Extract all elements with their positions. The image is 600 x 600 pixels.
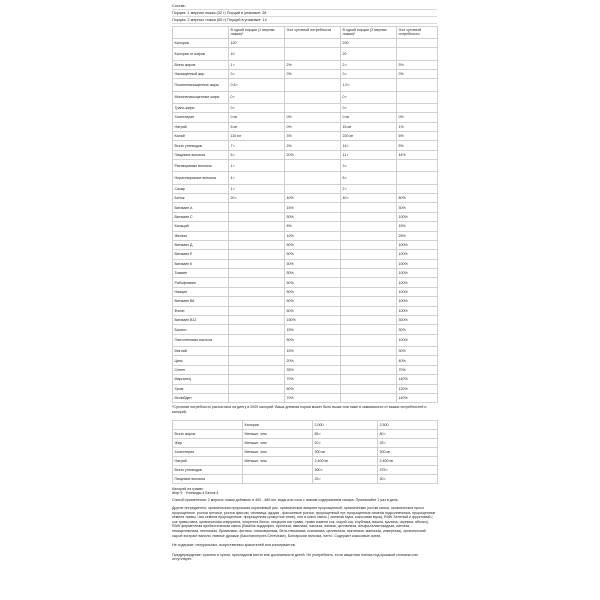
nutrient-value: 300% bbox=[397, 316, 438, 325]
nutrient-name: Витамин Д bbox=[173, 240, 229, 249]
daily-value-cell: Всего углеводов bbox=[173, 465, 243, 474]
nutrient-value: 0 г bbox=[229, 91, 285, 103]
nutrient-value: 100% bbox=[397, 240, 438, 249]
nutrient-name: Белок bbox=[173, 193, 229, 202]
nutrient-value: 15% bbox=[285, 203, 341, 212]
nutrient-value: 100% bbox=[397, 278, 438, 287]
nutrient-value: 100% bbox=[397, 250, 438, 259]
nutrient-value: 3 г bbox=[341, 160, 397, 172]
nutrient-value: 50% bbox=[285, 334, 341, 346]
daily-value-row bbox=[173, 465, 438, 474]
nutrition-row bbox=[173, 150, 438, 159]
nutrient-value bbox=[397, 79, 438, 91]
nutrient-value: 5 мг bbox=[229, 122, 285, 131]
nutrient-name: Холестерин bbox=[173, 113, 229, 122]
daily-value-cell: Всего жиров bbox=[173, 429, 243, 438]
nutrient-value: 80% bbox=[397, 193, 438, 202]
nutrient-value bbox=[341, 325, 397, 334]
nutrient-value: 2 г bbox=[341, 184, 397, 193]
composition-line: Состав: bbox=[172, 3, 437, 10]
nutrient-value: 70% bbox=[285, 375, 341, 384]
daily-value-cell bbox=[243, 465, 313, 474]
nutrient-value bbox=[229, 297, 285, 306]
nutrition-header-row bbox=[173, 27, 438, 39]
nutrient-value bbox=[229, 259, 285, 268]
nutrient-value: 0% bbox=[285, 113, 341, 122]
nutrient-value: 100% bbox=[397, 287, 438, 296]
label-document bbox=[172, 3, 437, 562]
nutrition-row bbox=[173, 393, 438, 402]
daily-value-row bbox=[173, 438, 438, 447]
daily-value-row bbox=[173, 429, 438, 438]
daily-value-cell: 20 г bbox=[313, 438, 378, 447]
daily-value-cell: 2,400 мг bbox=[313, 456, 378, 465]
nutrient-name: Тиамин bbox=[173, 269, 229, 278]
nutrition-row bbox=[173, 103, 438, 112]
nutrition-row bbox=[173, 250, 438, 259]
nutrient-value bbox=[285, 172, 341, 184]
nutrient-value bbox=[285, 160, 341, 172]
nutrition-row bbox=[173, 113, 438, 122]
nutrition-row bbox=[173, 375, 438, 384]
nutrient-value bbox=[341, 240, 397, 249]
nutrient-value bbox=[397, 39, 438, 48]
nutrient-value: 140% bbox=[397, 393, 438, 402]
nutrient-value: 8% bbox=[285, 222, 341, 231]
nutrition-row bbox=[173, 203, 438, 212]
nutrient-value: 40% bbox=[285, 193, 341, 202]
nutrient-value bbox=[397, 184, 438, 193]
nutrient-value: 10 bbox=[229, 48, 285, 60]
nutrient-value: 40 г bbox=[341, 193, 397, 202]
nutrient-value: 0 г bbox=[229, 103, 285, 112]
nutrition-row bbox=[173, 306, 438, 315]
nutrient-name: Молибден bbox=[173, 393, 229, 402]
nutrient-name: Насыщенный жир bbox=[173, 70, 229, 79]
nutrient-value: 25% bbox=[397, 231, 438, 240]
calories-per-gram-values: Жир 9 · Углеводы 4 Белок 4 bbox=[172, 491, 219, 496]
nutrient-name: Витамин В12 bbox=[173, 316, 229, 325]
daily-value-cell: 2,400 мг bbox=[378, 456, 438, 465]
nutrient-value bbox=[229, 384, 285, 393]
nutrient-value bbox=[341, 212, 397, 221]
nutrient-value bbox=[229, 278, 285, 287]
nutrient-value: 15 мг bbox=[341, 122, 397, 131]
daily-value-cell: Холестерин bbox=[173, 447, 243, 456]
nutrient-value: 0 г bbox=[341, 91, 397, 103]
daily-value-cell: Меньше, чем bbox=[243, 447, 313, 456]
nutrient-name: Растворимые волокна bbox=[173, 160, 229, 172]
daily-value-cell: Меньше, чем bbox=[243, 456, 313, 465]
nutrition-row bbox=[173, 316, 438, 325]
nutrient-value bbox=[229, 334, 285, 346]
daily-value-cell: 300 г bbox=[313, 465, 378, 474]
daily-value-cell: 80 г bbox=[378, 429, 438, 438]
nutrient-value: 0 мг bbox=[341, 113, 397, 122]
warning-paragraph: Предупреждение: хранить в сухом, прохладном месте вне досягаемости детей. Не употреблять, если защитная пленка под крышкой сломана или отсутствует. bbox=[172, 552, 418, 562]
nutrient-value bbox=[341, 375, 397, 384]
nutrition-row bbox=[173, 70, 438, 79]
nutrient-value: 110 мг bbox=[229, 132, 285, 141]
nutrient-value bbox=[285, 91, 341, 103]
daily-value-cell: Калории bbox=[243, 420, 313, 429]
nutrient-value: 0% bbox=[285, 122, 341, 131]
nutrient-value bbox=[285, 184, 341, 193]
nutrition-header-cell: В одной порции (1 мерная ложка)* bbox=[229, 27, 285, 39]
nutrition-row bbox=[173, 39, 438, 48]
nutrient-value: 50% bbox=[285, 259, 341, 268]
nutrition-row bbox=[173, 231, 438, 240]
nutrition-row bbox=[173, 297, 438, 306]
nutrition-row bbox=[173, 60, 438, 69]
nutrient-value: 50% bbox=[285, 212, 341, 221]
nutrient-name: Рибофлавин bbox=[173, 278, 229, 287]
nutrient-value bbox=[341, 269, 397, 278]
nutrient-value bbox=[341, 334, 397, 346]
nutrient-value: 50% bbox=[285, 306, 341, 315]
nutrient-value bbox=[341, 222, 397, 231]
nutrient-value: 230 bbox=[341, 39, 397, 48]
nutrition-header-cell: В одной порции (2 мерных ложки)* bbox=[341, 27, 397, 39]
nutrient-value bbox=[229, 250, 285, 259]
nutrient-value: 15% bbox=[397, 222, 438, 231]
nutrient-name: Всего углеводов bbox=[173, 141, 229, 150]
nutrient-value: 0 г bbox=[229, 70, 285, 79]
nutrient-value bbox=[229, 316, 285, 325]
nutrient-value: 0 г bbox=[341, 103, 397, 112]
nutrient-value bbox=[285, 103, 341, 112]
nutrient-value bbox=[341, 297, 397, 306]
nutrition-row bbox=[173, 91, 438, 103]
nutrient-name: Всего жиров bbox=[173, 60, 229, 69]
nutrient-value: 100% bbox=[397, 297, 438, 306]
nutrient-value: 30% bbox=[397, 325, 438, 334]
nutrient-value bbox=[341, 231, 397, 240]
nutrient-value: 6% bbox=[397, 132, 438, 141]
nutrient-value: 100% bbox=[397, 306, 438, 315]
nutrient-value bbox=[341, 346, 397, 355]
calories-per-gram bbox=[172, 487, 437, 496]
nutrition-row bbox=[173, 259, 438, 268]
nutrient-value: 20 bbox=[341, 48, 397, 60]
nutrient-value bbox=[397, 160, 438, 172]
nutrient-value: 1% bbox=[397, 122, 438, 131]
nutrient-name: Калории от жиров bbox=[173, 48, 229, 60]
nutrient-value bbox=[285, 48, 341, 60]
no-additives-paragraph: Не содержит: натуральных, искусственных красителей или консервантов. bbox=[172, 543, 296, 548]
serving-size-2: Порция: 2 мерных ложки (65 г) Порций в упаковке: 14 bbox=[172, 17, 437, 24]
daily-value-cell: Пищевые волокна bbox=[173, 474, 243, 483]
nutrient-value: 100% bbox=[397, 212, 438, 221]
nutrition-table bbox=[172, 26, 438, 403]
nutrient-name: Витамин К bbox=[173, 259, 229, 268]
nutrition-row bbox=[173, 269, 438, 278]
nutrient-value bbox=[229, 365, 285, 374]
nutrient-name: Витамин В6 bbox=[173, 297, 229, 306]
daily-value-cell: 30 г bbox=[378, 474, 438, 483]
nutrition-header-cell: %от суточной потребности bbox=[285, 27, 341, 39]
nutrition-row bbox=[173, 193, 438, 202]
nutrient-name: Натрий bbox=[173, 122, 229, 131]
nutrient-value: 50% bbox=[285, 278, 341, 287]
nutrient-name: Пантотеновая кислота bbox=[173, 334, 229, 346]
nutrient-value bbox=[397, 172, 438, 184]
nutrient-value bbox=[341, 393, 397, 402]
nutrient-value: 0% bbox=[397, 113, 438, 122]
nutrient-value bbox=[341, 250, 397, 259]
daily-value-cell: 25 г bbox=[313, 474, 378, 483]
nutrient-value: 1 г bbox=[229, 60, 285, 69]
nutrient-value: 50% bbox=[285, 297, 341, 306]
nutrient-value: 15% bbox=[285, 346, 341, 355]
nutrient-value: 0% bbox=[285, 70, 341, 79]
nutrient-value: 30% bbox=[397, 203, 438, 212]
nutrient-value: 20 г bbox=[229, 193, 285, 202]
nutrient-name: Мононенасыщенные жиры bbox=[173, 91, 229, 103]
nutrient-name: Витамин С bbox=[173, 212, 229, 221]
daily-value-cell: Меньше, чем bbox=[243, 429, 313, 438]
nutrient-name: Фолат bbox=[173, 306, 229, 315]
nutrient-value bbox=[229, 240, 285, 249]
nutrition-row bbox=[173, 160, 438, 172]
nutrient-value: 100% bbox=[397, 269, 438, 278]
nutrient-value bbox=[397, 103, 438, 112]
nutrition-row bbox=[173, 141, 438, 150]
nutrient-value: 8 г bbox=[341, 172, 397, 184]
daily-value-cell: 375 г bbox=[378, 465, 438, 474]
nutrient-value bbox=[229, 231, 285, 240]
nutrition-row bbox=[173, 346, 438, 355]
nutrient-value: 60% bbox=[285, 384, 341, 393]
nutrient-value bbox=[341, 306, 397, 315]
daily-value-cell bbox=[243, 474, 313, 483]
nutrient-value bbox=[229, 325, 285, 334]
nutrient-value: 20% bbox=[285, 356, 341, 365]
nutrition-row bbox=[173, 287, 438, 296]
nutrient-name: Железо bbox=[173, 231, 229, 240]
nutrient-value bbox=[341, 365, 397, 374]
nutrient-value: 7 г bbox=[229, 141, 285, 150]
nutrient-value: 50% bbox=[285, 250, 341, 259]
nutrient-value: 50% bbox=[285, 287, 341, 296]
nutrient-value: 1 г bbox=[229, 160, 285, 172]
nutrient-value: 0% bbox=[397, 70, 438, 79]
nutrient-value bbox=[229, 203, 285, 212]
daily-value-row bbox=[173, 420, 438, 429]
nutrient-value: 50% bbox=[285, 269, 341, 278]
nutrient-value: 5 г bbox=[229, 150, 285, 159]
daily-value-cell: 300 мг bbox=[313, 447, 378, 456]
daily-value-cell bbox=[173, 420, 243, 429]
nutrient-value bbox=[341, 278, 397, 287]
nutrient-value: 20% bbox=[285, 150, 341, 159]
nutrient-name: Полиненасыщенные жиры bbox=[173, 79, 229, 91]
nutrition-row bbox=[173, 334, 438, 346]
nutrient-value: 100% bbox=[397, 334, 438, 346]
nutrition-row bbox=[173, 184, 438, 193]
daily-value-row bbox=[173, 447, 438, 456]
nutrient-value: 70% bbox=[285, 393, 341, 402]
nutrient-value: 3% bbox=[397, 60, 438, 69]
daily-value-cell: Меньше, чем bbox=[243, 438, 313, 447]
nutrient-value: 50% bbox=[285, 240, 341, 249]
nutrient-value: 5% bbox=[397, 141, 438, 150]
nutrient-value bbox=[341, 287, 397, 296]
nutrient-value: 35% bbox=[285, 365, 341, 374]
nutrient-value: 0 г bbox=[341, 70, 397, 79]
nutrient-value bbox=[341, 259, 397, 268]
calories-per-gram-title: Калорий на грамм: bbox=[172, 486, 204, 491]
nutrition-row bbox=[173, 240, 438, 249]
nutrient-value: 2% bbox=[285, 141, 341, 150]
daily-value-cell: 65 г bbox=[313, 429, 378, 438]
nutrition-row bbox=[173, 278, 438, 287]
nutrient-value: 70% bbox=[397, 365, 438, 374]
nutrient-name: Транс-жиры bbox=[173, 103, 229, 112]
nutrition-row bbox=[173, 122, 438, 131]
ingredients-paragraph: Другие ингредиенты: органическая проросшая коричневый рис, органические амарант пророщенный, органические ростки киноа, органическое просо пророщенное, ростки гречихи, ростки фасоли, чечевица, адзуки - фасолевые ростки, пророщенный нут, пророщенные семена подсолнечника, пророщенные семена тыквы, Чиа семена пророщенные, пророщенная кунжутное семя), лен и кокос смесь ( льняная мука, кокосовая мука), RAW Зеленый и фруктовый ( сок травы овса, органическая спирулина, хлорелла белок, люцерна сок травы, трава ячменя сок, сырой сок, клубника, вишня, малина, черника, яблоко), RAW ферментная пробиотическая смесь (Bacillus ацидофил, протеаза, амилаза, лактаза, липаза, целлюлаза, альфа-галактозидаза, лигназа, гемицеллюлаза, пектиназа, бромелаин, фитаза, глюкоамилаза, бета-глюканаза, ксиланаза, целлюлаза, пектиназа, мальтаза, инвертаза), органический сырой экстракт ванили, пивные дрожжи (Saccharomyces Cerevisiae), Болгарская палочка, натто. Содержит кокосовые орехи. bbox=[172, 506, 436, 538]
nutrient-value bbox=[229, 287, 285, 296]
nutrient-value bbox=[397, 48, 438, 60]
daily-value-cell: 300 мг bbox=[378, 447, 438, 456]
nutrient-name: Хром bbox=[173, 384, 229, 393]
nutrient-value bbox=[341, 203, 397, 212]
nutrient-name: Биотин bbox=[173, 325, 229, 334]
nutrient-name: Сахар bbox=[173, 184, 229, 193]
daily-values-table bbox=[172, 420, 438, 484]
nutrition-row bbox=[173, 79, 438, 91]
serving-size-1: Порция: 1 мерная ложка (32 г) Порций в упаковке: 28 bbox=[172, 10, 437, 17]
nutrient-value: 4 г bbox=[229, 172, 285, 184]
nutrient-value bbox=[229, 375, 285, 384]
nutrient-value bbox=[229, 356, 285, 365]
nutrient-name: Витамин А bbox=[173, 203, 229, 212]
nutrient-value: 15% bbox=[285, 325, 341, 334]
nutrient-name: Нерастворимые волокна bbox=[173, 172, 229, 184]
nutrient-value: 3% bbox=[285, 132, 341, 141]
daily-value-cell: 2,500 bbox=[378, 420, 438, 429]
nutrient-value: 1 г bbox=[229, 184, 285, 193]
nutrient-value bbox=[229, 222, 285, 231]
nutrient-value: 14 г bbox=[341, 141, 397, 150]
nutrient-value: 11 г bbox=[341, 150, 397, 159]
nutrient-name: Калории bbox=[173, 39, 229, 48]
nutrition-row bbox=[173, 132, 438, 141]
nutrient-value: 1,5 г bbox=[341, 79, 397, 91]
daily-value-cell: Натрий bbox=[173, 456, 243, 465]
nutrition-header-cell: %от суточной потребности bbox=[397, 27, 438, 39]
nutrient-name: Цинк bbox=[173, 356, 229, 365]
daily-value-footnote: *Суточная потребность рассчитана на диету в 2000 калорий. Ваша дневная норма может быть выше или ниже в зависимости от ваших потребностей и калорий. bbox=[172, 405, 427, 414]
nutrient-value bbox=[229, 346, 285, 355]
nutrient-value bbox=[229, 393, 285, 402]
nutrition-row bbox=[173, 325, 438, 334]
daily-value-row bbox=[173, 456, 438, 465]
nutrition-row bbox=[173, 222, 438, 231]
nutrient-value: 10% bbox=[285, 231, 341, 240]
nutrient-name: Кальций bbox=[173, 222, 229, 231]
nutrient-name: Марганец bbox=[173, 375, 229, 384]
nutrition-header-cell bbox=[173, 27, 229, 39]
nutrient-value bbox=[341, 316, 397, 325]
nutrient-value: 120 bbox=[229, 39, 285, 48]
nutrient-value: 44% bbox=[397, 150, 438, 159]
nutrient-value bbox=[229, 269, 285, 278]
nutrition-row bbox=[173, 365, 438, 374]
nutrient-value bbox=[229, 306, 285, 315]
nutrient-value: 120% bbox=[397, 384, 438, 393]
nutrient-value: 0 мг bbox=[229, 113, 285, 122]
nutrient-value: 30% bbox=[397, 346, 438, 355]
nutrient-name: Селен bbox=[173, 365, 229, 374]
nutrition-row bbox=[173, 48, 438, 60]
nutrient-name: Ниацин bbox=[173, 287, 229, 296]
daily-value-cell: 25 г bbox=[378, 438, 438, 447]
nutrient-value bbox=[285, 79, 341, 91]
nutrient-name: Пищевые волокна bbox=[173, 150, 229, 159]
nutrient-value: 0,5 г bbox=[229, 79, 285, 91]
nutrient-value bbox=[341, 384, 397, 393]
nutrition-row bbox=[173, 212, 438, 221]
usage-paragraph: Способ применения: 2 мерных ложки добавить в 400 - 480 мл. воды или сока с низким содержанием сахара. Принимайте 1 раз в день. bbox=[172, 498, 399, 503]
nutrient-value: 40% bbox=[397, 356, 438, 365]
nutrient-name: Витамин Е bbox=[173, 250, 229, 259]
nutrition-row bbox=[173, 172, 438, 184]
nutrient-name: Калий bbox=[173, 132, 229, 141]
nutrition-row bbox=[173, 384, 438, 393]
nutrient-value: 2 г bbox=[341, 60, 397, 69]
daily-value-row bbox=[173, 474, 438, 483]
daily-value-cell: 2,000 bbox=[313, 420, 378, 429]
nutrition-row bbox=[173, 356, 438, 365]
nutrient-value bbox=[341, 356, 397, 365]
nutrient-value: 140% bbox=[397, 375, 438, 384]
nutrient-value bbox=[229, 212, 285, 221]
nutrient-value: 100% bbox=[397, 259, 438, 268]
nutrient-value bbox=[397, 91, 438, 103]
nutrient-value: 2% bbox=[285, 60, 341, 69]
nutrient-name: Магний bbox=[173, 346, 229, 355]
nutrient-value bbox=[285, 39, 341, 48]
daily-value-cell: Жир bbox=[173, 438, 243, 447]
nutrient-value: 220 мг bbox=[341, 132, 397, 141]
nutrient-value: 150% bbox=[285, 316, 341, 325]
